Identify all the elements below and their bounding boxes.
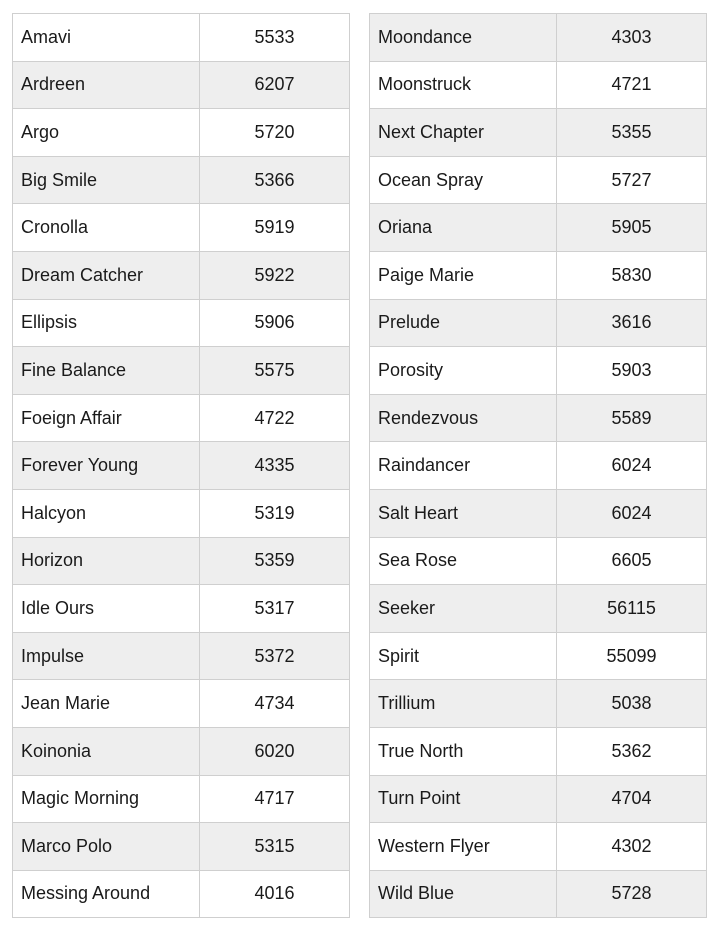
row-name: Argo xyxy=(13,109,200,157)
row-value: 4704 xyxy=(557,775,707,823)
row-name: Ocean Spray xyxy=(370,156,557,204)
row-name: Jean Marie xyxy=(13,680,200,728)
row-value: 5830 xyxy=(557,251,707,299)
row-name: Spirit xyxy=(370,632,557,680)
table-row xyxy=(13,61,350,109)
table-row xyxy=(13,632,350,680)
row-value: 4722 xyxy=(200,394,350,442)
row-value: 4721 xyxy=(557,61,707,109)
row-value: 5038 xyxy=(557,680,707,728)
row-value: 55099 xyxy=(557,632,707,680)
row-value: 5372 xyxy=(200,632,350,680)
row-name: Cronolla xyxy=(13,204,200,252)
table-row xyxy=(13,442,350,490)
row-name: Magic Morning xyxy=(13,775,200,823)
table-row xyxy=(13,775,350,823)
table-row xyxy=(13,347,350,395)
row-value: 5922 xyxy=(200,251,350,299)
row-name: Raindancer xyxy=(370,442,557,490)
row-name: True North xyxy=(370,727,557,775)
left-table xyxy=(12,13,350,918)
table-row xyxy=(13,109,350,157)
row-value: 5317 xyxy=(200,585,350,633)
row-name: Wild Blue xyxy=(370,870,557,918)
row-value: 56115 xyxy=(557,585,707,633)
table-row xyxy=(370,775,707,823)
row-value: 5319 xyxy=(200,489,350,537)
row-name: Ellipsis xyxy=(13,299,200,347)
table-row xyxy=(13,251,350,299)
row-name: Marco Polo xyxy=(13,823,200,871)
table-row xyxy=(13,394,350,442)
row-name: Western Flyer xyxy=(370,823,557,871)
row-value: 5575 xyxy=(200,347,350,395)
table-row xyxy=(370,727,707,775)
row-name: Dream Catcher xyxy=(13,251,200,299)
row-value: 4303 xyxy=(557,14,707,62)
row-name: Foeign Affair xyxy=(13,394,200,442)
row-name: Next Chapter xyxy=(370,109,557,157)
row-name: Oriana xyxy=(370,204,557,252)
row-value: 5589 xyxy=(557,394,707,442)
row-name: Amavi xyxy=(13,14,200,62)
table-row xyxy=(13,585,350,633)
row-value: 5906 xyxy=(200,299,350,347)
row-name: Turn Point xyxy=(370,775,557,823)
row-name: Moonstruck xyxy=(370,61,557,109)
row-value: 5366 xyxy=(200,156,350,204)
row-value: 5728 xyxy=(557,870,707,918)
table-row xyxy=(370,394,707,442)
row-name: Idle Ours xyxy=(13,585,200,633)
table-row xyxy=(13,537,350,585)
table-row xyxy=(370,489,707,537)
row-value: 5919 xyxy=(200,204,350,252)
table-row xyxy=(13,727,350,775)
table-row xyxy=(370,585,707,633)
row-value: 4734 xyxy=(200,680,350,728)
row-name: Messing Around xyxy=(13,870,200,918)
row-value: 5905 xyxy=(557,204,707,252)
row-name: Sea Rose xyxy=(370,537,557,585)
row-value: 6605 xyxy=(557,537,707,585)
table-row xyxy=(370,204,707,252)
table-row xyxy=(370,870,707,918)
table-row xyxy=(13,823,350,871)
table-row xyxy=(370,537,707,585)
row-name: Rendezvous xyxy=(370,394,557,442)
row-name: Forever Young xyxy=(13,442,200,490)
row-value: 5720 xyxy=(200,109,350,157)
row-name: Seeker xyxy=(370,585,557,633)
table-row xyxy=(370,347,707,395)
row-name: Ardreen xyxy=(13,61,200,109)
row-name: Horizon xyxy=(13,537,200,585)
row-value: 5359 xyxy=(200,537,350,585)
row-value: 6024 xyxy=(557,442,707,490)
table-row xyxy=(13,680,350,728)
row-name: Impulse xyxy=(13,632,200,680)
row-name: Halcyon xyxy=(13,489,200,537)
row-name: Fine Balance xyxy=(13,347,200,395)
table-row xyxy=(13,489,350,537)
row-value: 5727 xyxy=(557,156,707,204)
row-value: 3616 xyxy=(557,299,707,347)
table-row xyxy=(370,61,707,109)
row-name: Prelude xyxy=(370,299,557,347)
row-value: 6207 xyxy=(200,61,350,109)
table-row xyxy=(13,156,350,204)
table-row xyxy=(370,680,707,728)
right-table-body xyxy=(370,14,707,918)
row-name: Paige Marie xyxy=(370,251,557,299)
row-value: 4302 xyxy=(557,823,707,871)
row-value: 4335 xyxy=(200,442,350,490)
table-row xyxy=(370,823,707,871)
row-value: 5362 xyxy=(557,727,707,775)
table-row xyxy=(370,251,707,299)
row-value: 6024 xyxy=(557,489,707,537)
row-value: 6020 xyxy=(200,727,350,775)
row-name: Koinonia xyxy=(13,727,200,775)
right-table xyxy=(369,13,707,918)
row-value: 5355 xyxy=(557,109,707,157)
row-name: Salt Heart xyxy=(370,489,557,537)
table-row xyxy=(13,14,350,62)
table-row xyxy=(13,299,350,347)
row-value: 5533 xyxy=(200,14,350,62)
row-name: Trillium xyxy=(370,680,557,728)
table-row xyxy=(370,299,707,347)
row-value: 5315 xyxy=(200,823,350,871)
row-name: Porosity xyxy=(370,347,557,395)
table-row xyxy=(370,442,707,490)
table-row xyxy=(370,109,707,157)
table-row xyxy=(13,204,350,252)
row-value: 4717 xyxy=(200,775,350,823)
row-value: 5903 xyxy=(557,347,707,395)
row-name: Moondance xyxy=(370,14,557,62)
row-name: Big Smile xyxy=(13,156,200,204)
table-row xyxy=(370,156,707,204)
table-row xyxy=(13,870,350,918)
left-table-body xyxy=(13,14,350,918)
table-row xyxy=(370,632,707,680)
table-row xyxy=(370,14,707,62)
row-value: 4016 xyxy=(200,870,350,918)
